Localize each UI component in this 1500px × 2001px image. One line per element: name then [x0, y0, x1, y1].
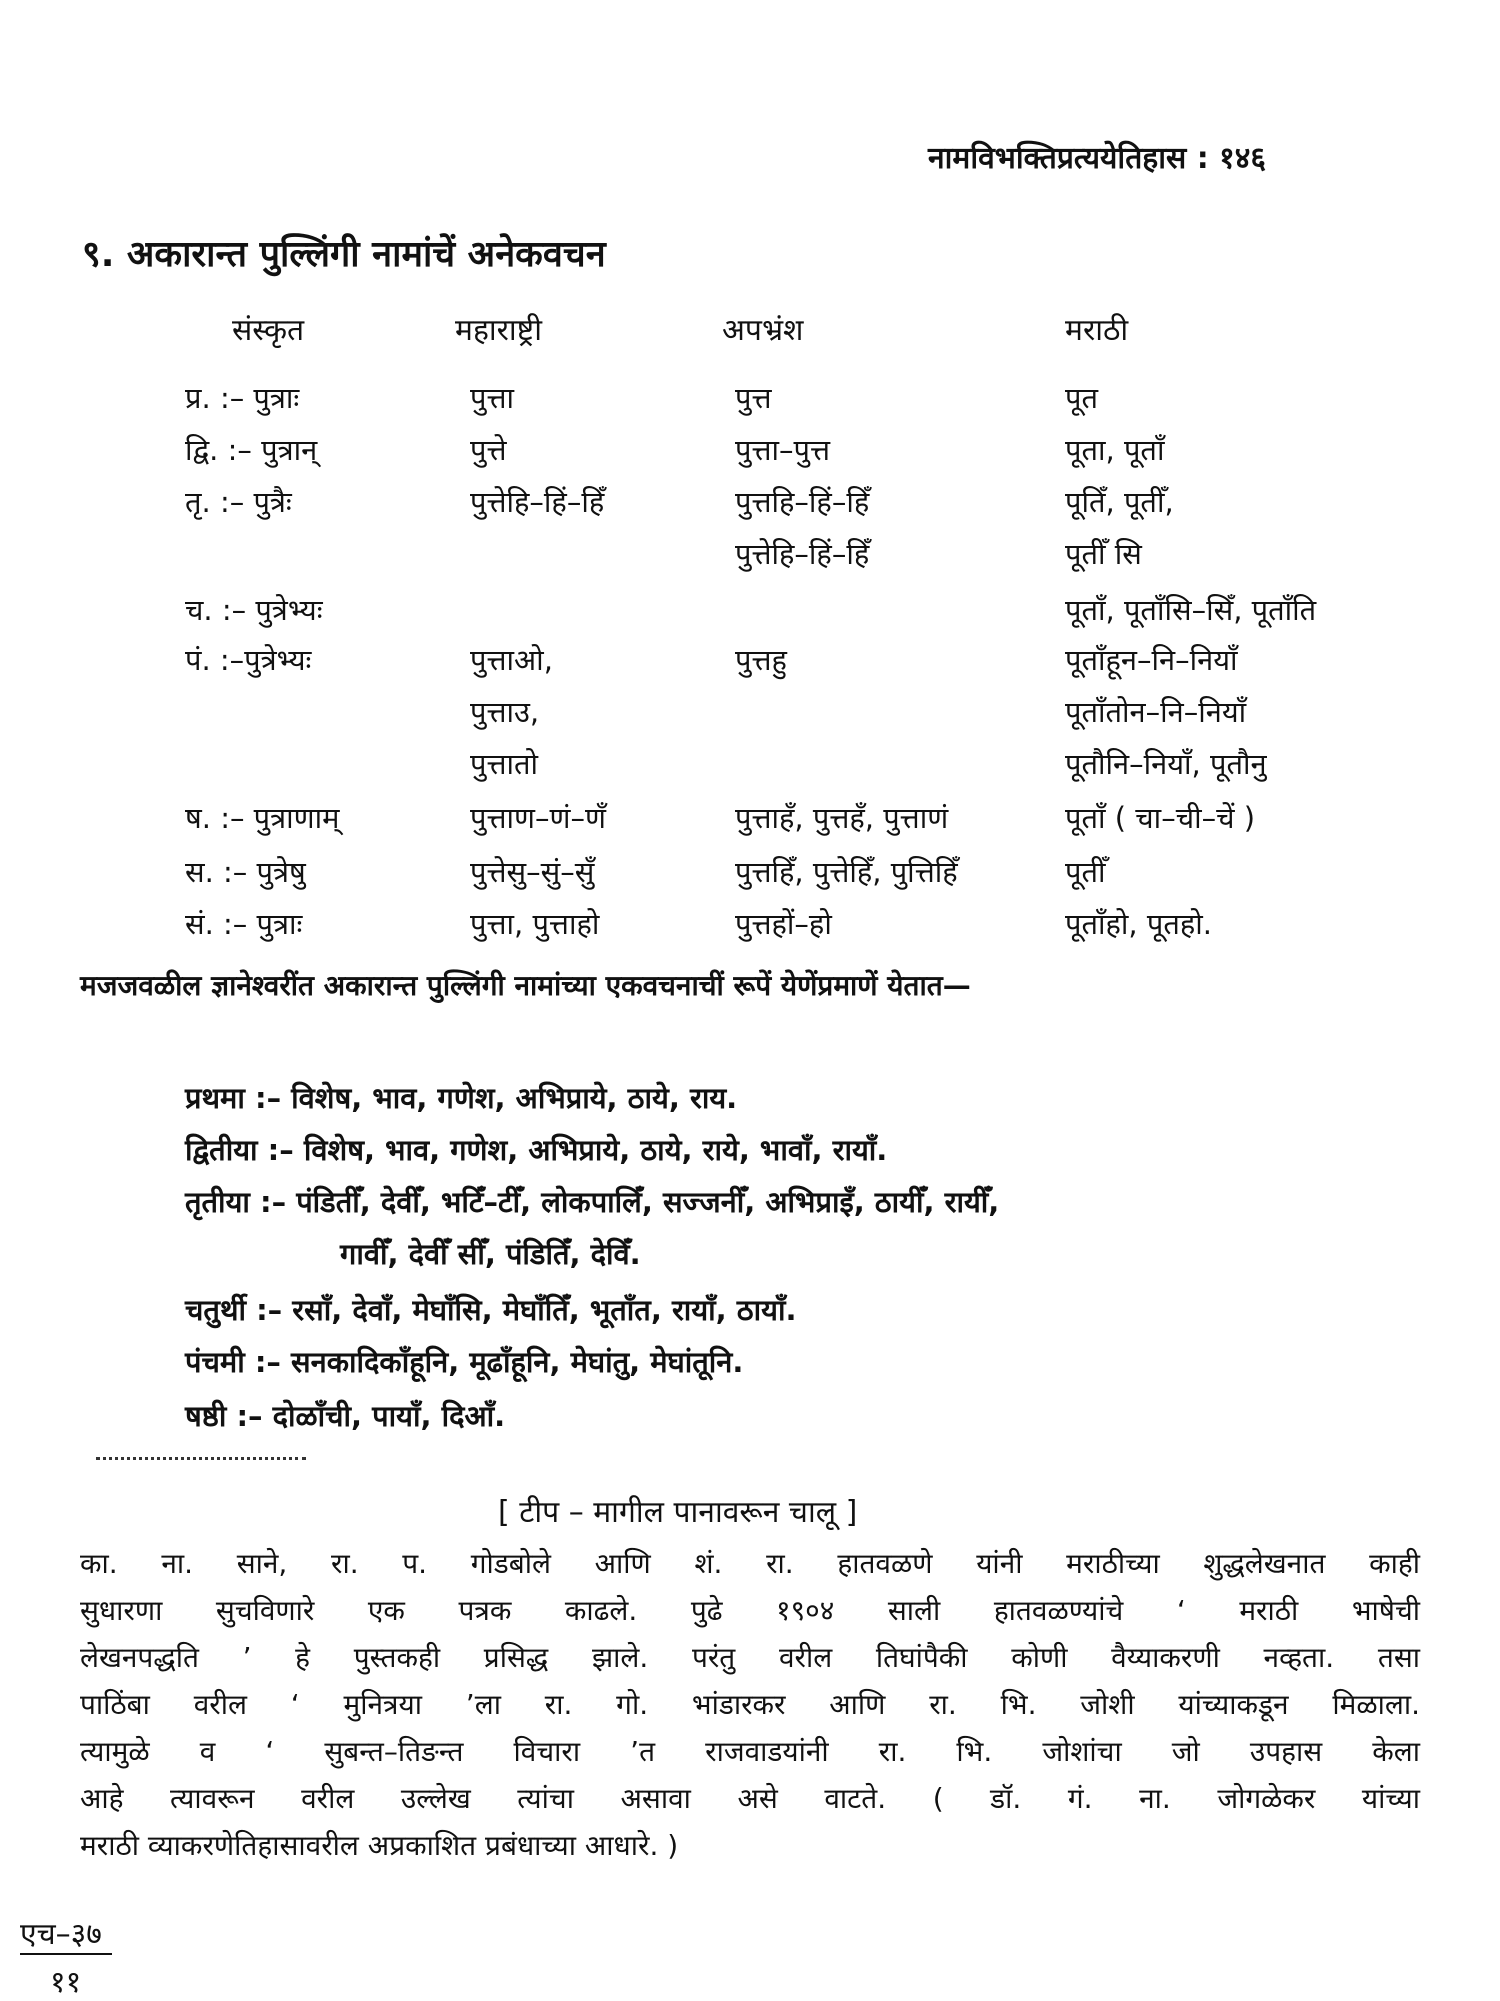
row-marathi: पूतौनि–नियाँ, पूतौनु: [1065, 747, 1267, 781]
row-marathi: पूताँ ( चा–ची–चें ): [1065, 801, 1256, 835]
row-marathi: पूतीँ: [1065, 855, 1106, 889]
row-marathi: पूता, पूताँ: [1065, 433, 1165, 467]
footnote-line: आहे त्यावरून वरील उल्लेख त्यांचा असावा असे वाटते. ( डॉ. गं. ना. जोगळेकर यांच्या: [80, 1782, 1420, 1815]
footer-divider: [20, 1953, 112, 1955]
row-marathi: पूताँहो, पूतहो.: [1065, 907, 1212, 941]
row-maharashtri: पुत्ते: [470, 433, 507, 467]
footnote-line: लेखनपद्धति ’ हे पुस्तकही प्रसिद्ध झाले. परंतु वरील तिघांपैकी कोणी वैय्याकरणी नव्हता. तसा: [80, 1641, 1420, 1674]
footnote-line: सुधारणा सुचविणारे एक पत्रक काढले. पुढे १९०४ साली हातवळण्यांचे ‘ मराठी भाषेची: [80, 1594, 1420, 1627]
row-maharashtri: पुत्ताण–णं–णँ: [470, 801, 606, 835]
row-maharashtri: पुत्तेहि–हिं–हिँ: [470, 485, 605, 519]
column-header-maharashtri: महाराष्ट्री: [455, 313, 542, 348]
footnote-line: त्यामुळे व ‘ सुबन्त–तिङन्त विचारा ’त राजवाडयांनी रा. भि. जोशांचा जो उपहास केला: [80, 1735, 1420, 1768]
running-header: नामविभक्तिप्रत्ययेतिहास : १४६: [928, 141, 1266, 176]
section-title: ९. अकारान्त पुल्लिंगी नामांचें अनेकवचन: [82, 234, 606, 275]
footnote-line: का. ना. साने, रा. प. गोडबोले आणि शं. रा. हातवळणे यांनी मराठीच्या शुद्धलेखनात काही: [80, 1547, 1420, 1580]
footnote-text: [80, 1540, 1420, 1869]
list-item: तृतीया :– पंडितीँ, देवीँ, भटिँ–टीँ, लोकपालिँ, सज्जनीँ, अभिप्राइँ, ठायीँ, रायीँ,: [185, 1185, 1000, 1219]
list-item: षष्ठी :– दोळाँची, पायाँ, दिआँ.: [185, 1399, 506, 1433]
row-marathi: पूताँ, पूताँसि–सिँ, पूताँति: [1065, 593, 1317, 627]
footer-code: एच–३७: [20, 1917, 102, 1952]
footnote-line: मराठी व्याकरणेतिहासावरील अप्रकाशित प्रबंधाच्या आधारे. ): [80, 1829, 679, 1862]
row-case: पं. :–पुत्रेभ्यः: [185, 643, 312, 677]
column-header-marathi: मराठी: [1065, 313, 1129, 348]
column-header-sanskrit: संस्कृत: [232, 313, 305, 348]
footer-number: ११: [50, 1965, 82, 2000]
footnote-title: [ टीप – मागील पानावरून चालू ]: [498, 1495, 858, 1530]
row-case: च. :– पुत्रेभ्यः: [185, 593, 323, 627]
row-apabhramsha: पुत्तहिँ, पुत्तेहिँ, पुत्तिहिँ: [735, 855, 958, 889]
list-item: द्वितीया :– विशेष, भाव, गणेश, अभिप्राये, ठाये, राये, भावाँ, रायाँ.: [185, 1133, 888, 1167]
row-maharashtri: पुत्ताउ,: [470, 695, 540, 729]
list-item: पंचमी :– सनकादिकाँहूनि, मूढाँहूनि, मेघांतु, मेघांतूनि.: [185, 1345, 744, 1379]
row-marathi: पूताँहून–नि–नियाँ: [1065, 643, 1238, 677]
intro-paragraph: मजजवळील ज्ञानेश्वरींत अकारान्त पुल्लिंगी नामांच्या एकवचनाचीं रूपें येणेंप्रमाणें येतात—: [80, 969, 971, 1002]
row-maharashtri: पुत्ता, पुत्ताहो: [470, 907, 600, 941]
list-item: चतुर्थी :– रसाँ, देवाँ, मेघाँसि, मेघाँतिँ, भूताँत, रायाँ, ठायाँ.: [185, 1293, 797, 1327]
footnote-line: पाठिंबा वरील ‘ मुनित्रया ’ला रा. गो. भांडारकर आणि रा. भि. जोशी यांच्याकडून मिळाला.: [80, 1688, 1420, 1721]
row-marathi: पूतीँ सि: [1065, 537, 1142, 571]
list-item: गावीँ, देवीँ सीँ, पंडितिँ, देविँ.: [340, 1237, 641, 1271]
row-marathi: पूत: [1065, 381, 1099, 415]
row-maharashtri: पुत्ताओ,: [470, 643, 553, 677]
row-maharashtri: पुत्तातो: [470, 747, 539, 781]
row-marathi: पूतिँ, पूतीँ,: [1065, 485, 1174, 519]
row-case: द्वि. :– पुत्रान्: [185, 433, 318, 467]
row-apabhramsha: पुत्तेहि–हिं–हिँ: [735, 537, 870, 571]
row-apabhramsha: पुत्तहु: [735, 643, 787, 677]
row-maharashtri: पुत्तेसु–सुं–सुँ: [470, 855, 595, 889]
separator-dots: [96, 1457, 306, 1460]
row-maharashtri: पुत्ता: [470, 381, 515, 415]
list-item: प्रथमा :– विशेष, भाव, गणेश, अभिप्राये, ठाये, राय.: [185, 1081, 738, 1115]
row-case: ष. :– पुत्राणाम्: [185, 801, 340, 835]
row-apabhramsha: पुत्त: [735, 381, 772, 415]
row-apabhramsha: पुत्ता–पुत्त: [735, 433, 831, 467]
column-header-apabhramsha: अपभ्रंश: [722, 313, 804, 348]
row-marathi: पूताँतोन–नि–नियाँ: [1065, 695, 1247, 729]
row-case: सं. :– पुत्राः: [185, 907, 303, 941]
row-case: तृ. :– पुत्रैः: [185, 485, 292, 519]
row-case: स. :– पुत्रेषु: [185, 855, 306, 889]
row-apabhramsha: पुत्तहों–हो: [735, 907, 832, 941]
row-case: प्र. :– पुत्राः: [185, 381, 300, 415]
row-apabhramsha: पुत्तहि–हिं–हिँ: [735, 485, 870, 519]
row-apabhramsha: पुत्ताहँ, पुत्तहँ, पुत्ताणं: [735, 801, 949, 835]
